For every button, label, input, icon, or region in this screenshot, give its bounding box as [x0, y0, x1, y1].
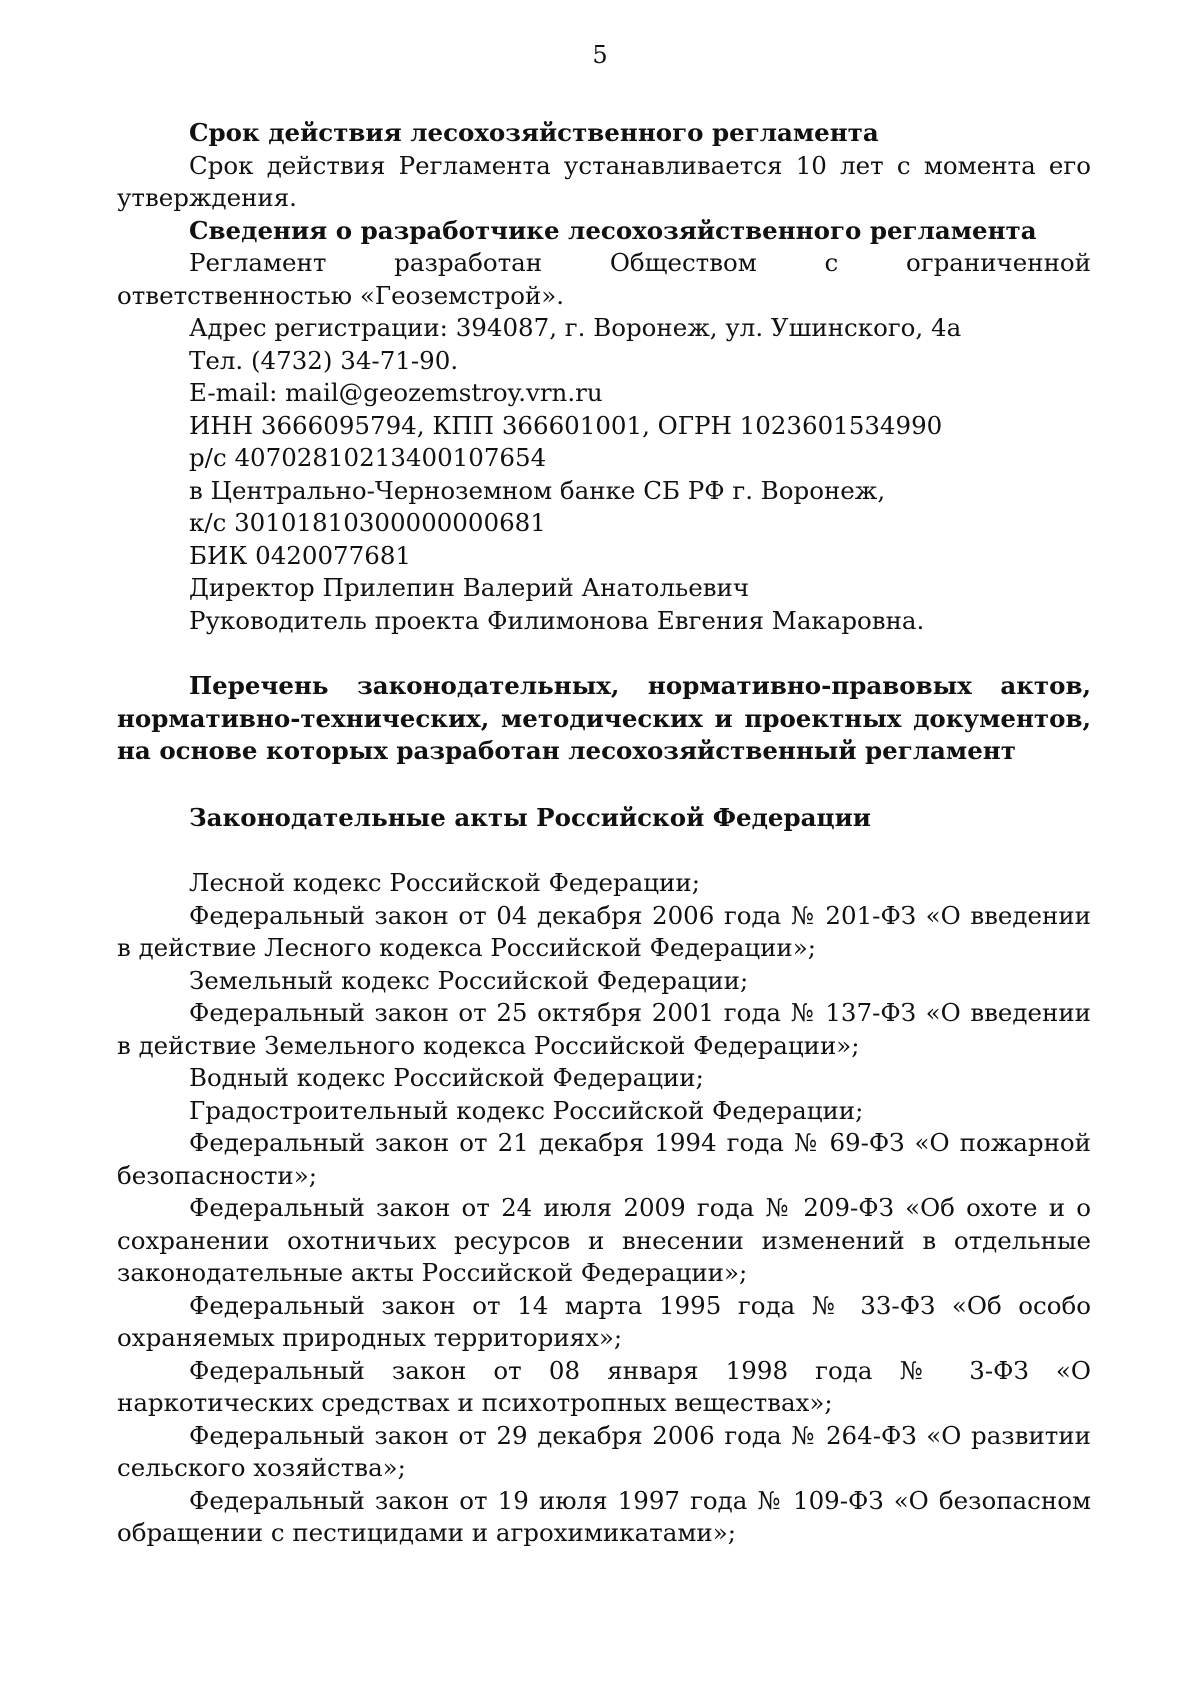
law-item: Федеральный закон от 25 октября 2001 года № 137-ФЗ «О введении в действие Земельного кодекса Российской Федерации»; [117, 998, 1091, 1060]
validity-heading: Срок действия лесохозяйственного регламента [189, 118, 879, 147]
law-item: Градостроительный кодекс Российской Федерации; [189, 1095, 864, 1125]
validity-paragraph: Срок действия Регламента устанавливается 10 лет с момента его утверждения. [117, 150, 1091, 212]
page-content [117, 117, 1091, 1550]
law-item: Федеральный закон от 21 декабря 1994 года № 69-ФЗ «О пожарной безопасности»; [117, 1128, 1091, 1190]
law-item: Федеральный закон от 04 декабря 2006 года № 201-ФЗ «О введении в действие Лесного кодекса Российской Федерации»; [117, 900, 1091, 962]
law-item: Федеральный закон от 08 января 1998 года № 3-ФЗ «О наркотических средствах и психотропных веществах»; [117, 1355, 1091, 1417]
detail-correspondent-account: к/с 30101810300000000681 [189, 508, 546, 537]
developer-details [117, 312, 1091, 637]
documents-list-heading: Перечень законодательных, нормативно-правовых актов, нормативно-технических, методических и проектных документов, на основе которых разработан лесохозяйственный регламент [117, 671, 1091, 765]
law-item: Федеральный закон от 19 июля 1997 года № 109-ФЗ «О безопасном обращении с пестицидами и агрохимикатами»; [117, 1485, 1091, 1547]
detail-director: Директор Прилепин Валерий Анатольевич [189, 573, 750, 602]
detail-tax-ids: ИНН 3666095794, КПП 366601001, ОГРН 1023601534990 [189, 410, 943, 440]
detail-bik: БИК 0420077681 [189, 540, 411, 570]
detail-phone: Тел. (4732) 34-71-90. [189, 345, 459, 375]
law-item: Лесной кодекс Российской Федерации; [189, 868, 700, 897]
developer-paragraph: Регламент разработан Обществом с ограниченной ответственностью «Геоземстрой». [117, 248, 1091, 310]
detail-bank: в Центрально-Черноземном банке СБ РФ г. Воронеж, [189, 475, 886, 505]
developer-heading: Сведения о разработчике лесохозяйственного регламента [189, 215, 1037, 245]
detail-project-lead: Руководитель проекта Филимонова Евгения Макаровна. [189, 605, 925, 635]
detail-address: Адрес регистрации: 394087, г. Воронеж, ул. Ушинского, 4а [189, 313, 962, 342]
laws-heading: Законодательные акты Российской Федерации [189, 802, 871, 832]
law-item: Федеральный закон от 14 марта 1995 года № 33-ФЗ «Об особо охраняемых природных территориях»; [117, 1290, 1091, 1352]
laws-list [117, 867, 1091, 1550]
detail-settlement-account: р/с 40702810213400107654 [189, 443, 547, 472]
law-item: Земельный кодекс Российской Федерации; [189, 965, 749, 995]
law-item: Федеральный закон от 29 декабря 2006 года № 264-ФЗ «О развитии сельского хозяйства»; [117, 1420, 1091, 1482]
law-item: Водный кодекс Российской Федерации; [189, 1063, 704, 1092]
law-item: Федеральный закон от 24 июля 2009 года № 209-ФЗ «Об охоте и о сохранении охотничьих ресурсов и внесении изменений в отдельные законодательные акты Российской Федерации»; [117, 1193, 1091, 1287]
page-number: 5 [592, 41, 608, 69]
detail-email: E-mail: mail@geozemstroy.vrn.ru [189, 378, 603, 407]
